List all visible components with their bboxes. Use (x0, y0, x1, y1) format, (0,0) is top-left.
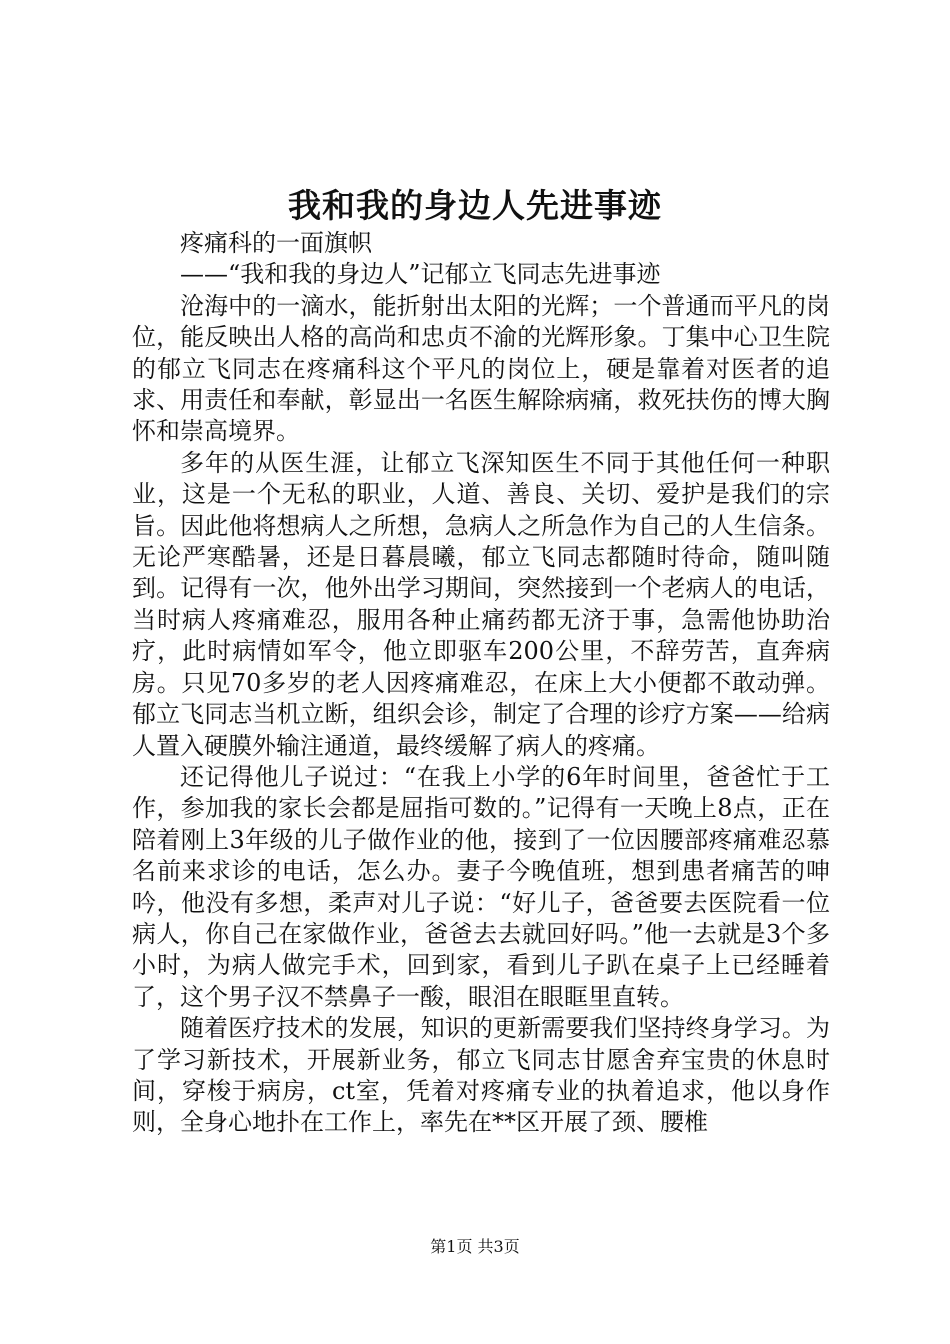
paragraph-4: 随着医疗技术的发展，知识的更新需要我们坚持终身学习。为了学习新技术，开展新业务，郁立飞同志甘愿舍弃宝贵的休息时间，穿梭于病房，ct室，凭着对疼痛专业的执着追求，他以身作则，全身心地扑在工作上，率先在**区开展了颈、腰椎 (132, 1014, 830, 1137)
page-number-footer: 第1页 共3页 (430, 1237, 520, 1256)
paragraph-1: 沧海中的一滴水，能折射出太阳的光辉；一个普通而平凡的岗位，能反映出人格的高尚和忠贞不渝的光辉形象。丁集中心卫生院的郁立飞同志在疼痛科这个平凡的岗位上，硬是靠着对医者的追求、用责任和奉献，彰显出一名医生解除病痛，救死扶伤的博大胸怀和崇高境界。 (132, 291, 830, 446)
paragraph-2: 多年的从医生涯，让郁立飞深知医生不同于其他任何一种职业，这是一个无私的职业，人道、善良、关切、爱护是我们的宗旨。因此他将想病人之所想，急病人之所急作为自己的人生信条。无论严寒酷暑，还是日暮晨曦，郁立飞同志都随时待命，随叫随到。记得有一次，他外出学习期间，突然接到一个老病人的电话，当时病人疼痛难忍，服用各种止痛药都无济于事，急需他协助治疗，此时病情如军令，他立即驱车200公里，不辞劳苦，直奔病房。只见70多岁的老人因疼痛难忍，在床上大小便都不敢动弹。郁立飞同志当机立断，组织会诊，制定了合理的诊疗方案——给病人置入硬膜外输注通道，最终缓解了病人的疼痛。 (132, 448, 830, 760)
document-title: 我和我的身边人先进事迹 (288, 186, 662, 225)
section-subheading: ——“我和我的身边人”记郁立飞同志先进事迹 (180, 260, 661, 289)
section-heading: 疼痛科的一面旗帜 (180, 229, 372, 257)
paragraph-3: 还记得他儿子说过：“在我上小学的6年时间里，爸爸忙于工作，参加我的家长会都是屈指可数的。”记得有一天晚上8点，正在陪着刚上3年级的儿子做作业的他，接到了一位因腰部疼痛难忍慕名前来求诊的电话，怎么办。妻子今晚值班，想到患者痛苦的呻吟，他没有多想，柔声对儿子说：“好儿子，爸爸要去医院看一位病人，你自己在家做作业，爸爸去去就回好吗。”他一去就是3个多小时，为病人做完手术，回到家，看到儿子趴在桌子上已经睡着了，这个男子汉不禁鼻子一酸，眼泪在眼眶里直转。 (132, 762, 830, 1011)
document-body (132, 228, 830, 1139)
